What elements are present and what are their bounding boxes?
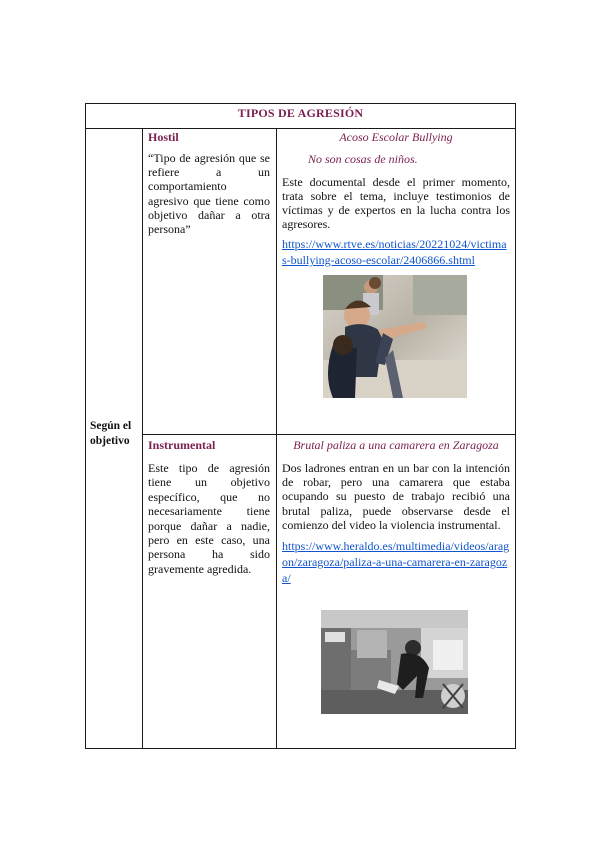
type-instrumental: Instrumental	[148, 438, 216, 452]
column-divider-2	[276, 128, 277, 749]
video-description-2: Dos ladrones entran en un bar con la intención de robar, pero una camarera que estaba ocupando su puesto de trabajo recibió una brutal paliza, puede observarse desde el comienzo del video la violencia instrumental.	[282, 461, 510, 532]
type-hostil: Hostil	[148, 130, 179, 144]
video-link-2[interactable]: https://www.heraldo.es/multimedia/videos/aragon/zaragoza/paliza-a-una-camarera-en-zaragoza/	[282, 539, 510, 585]
video-subtitle-1: No son cosas de niños.	[308, 152, 418, 166]
definition-instrumental: Este tipo de agresión tiene un objetivo específico, que no necesariamente tiene porque dañar a nadie, pero en este caso, una persona ha sido gravemente agredida.	[148, 461, 270, 576]
title-row-divider	[85, 128, 516, 129]
row-divider	[142, 434, 516, 435]
table-border-right	[515, 103, 516, 749]
children-playground-photo	[323, 275, 467, 398]
video-link-1[interactable]: https://www.rtve.es/noticias/20221024/victimas-bullying-acoso-escolar/2406866.shtml	[282, 237, 507, 267]
table-border-bottom	[85, 748, 516, 749]
definition-hostil: “Tipo de agresión que se refiere a un comportamiento agresivo que tiene como objetivo dañar a otra persona”	[148, 151, 270, 237]
video-title-1: Acoso Escolar Bullying	[339, 130, 453, 144]
video-description-1: Este documental desde el primer momento, trata sobre el tema, incluye testimonios de víctimas y de expertos en la lucha contra los agresores.	[282, 175, 510, 231]
table-title: TIPOS DE AGRESIÓN	[237, 106, 364, 120]
table-border-left	[85, 103, 86, 749]
security-camera-bar-photo	[321, 610, 468, 714]
category-label: Según el objetivo	[90, 420, 132, 447]
video-title-2: Brutal paliza a una camarera en Zaragoza	[293, 438, 499, 452]
column-divider-1	[142, 128, 143, 749]
table-border-top	[85, 103, 516, 104]
